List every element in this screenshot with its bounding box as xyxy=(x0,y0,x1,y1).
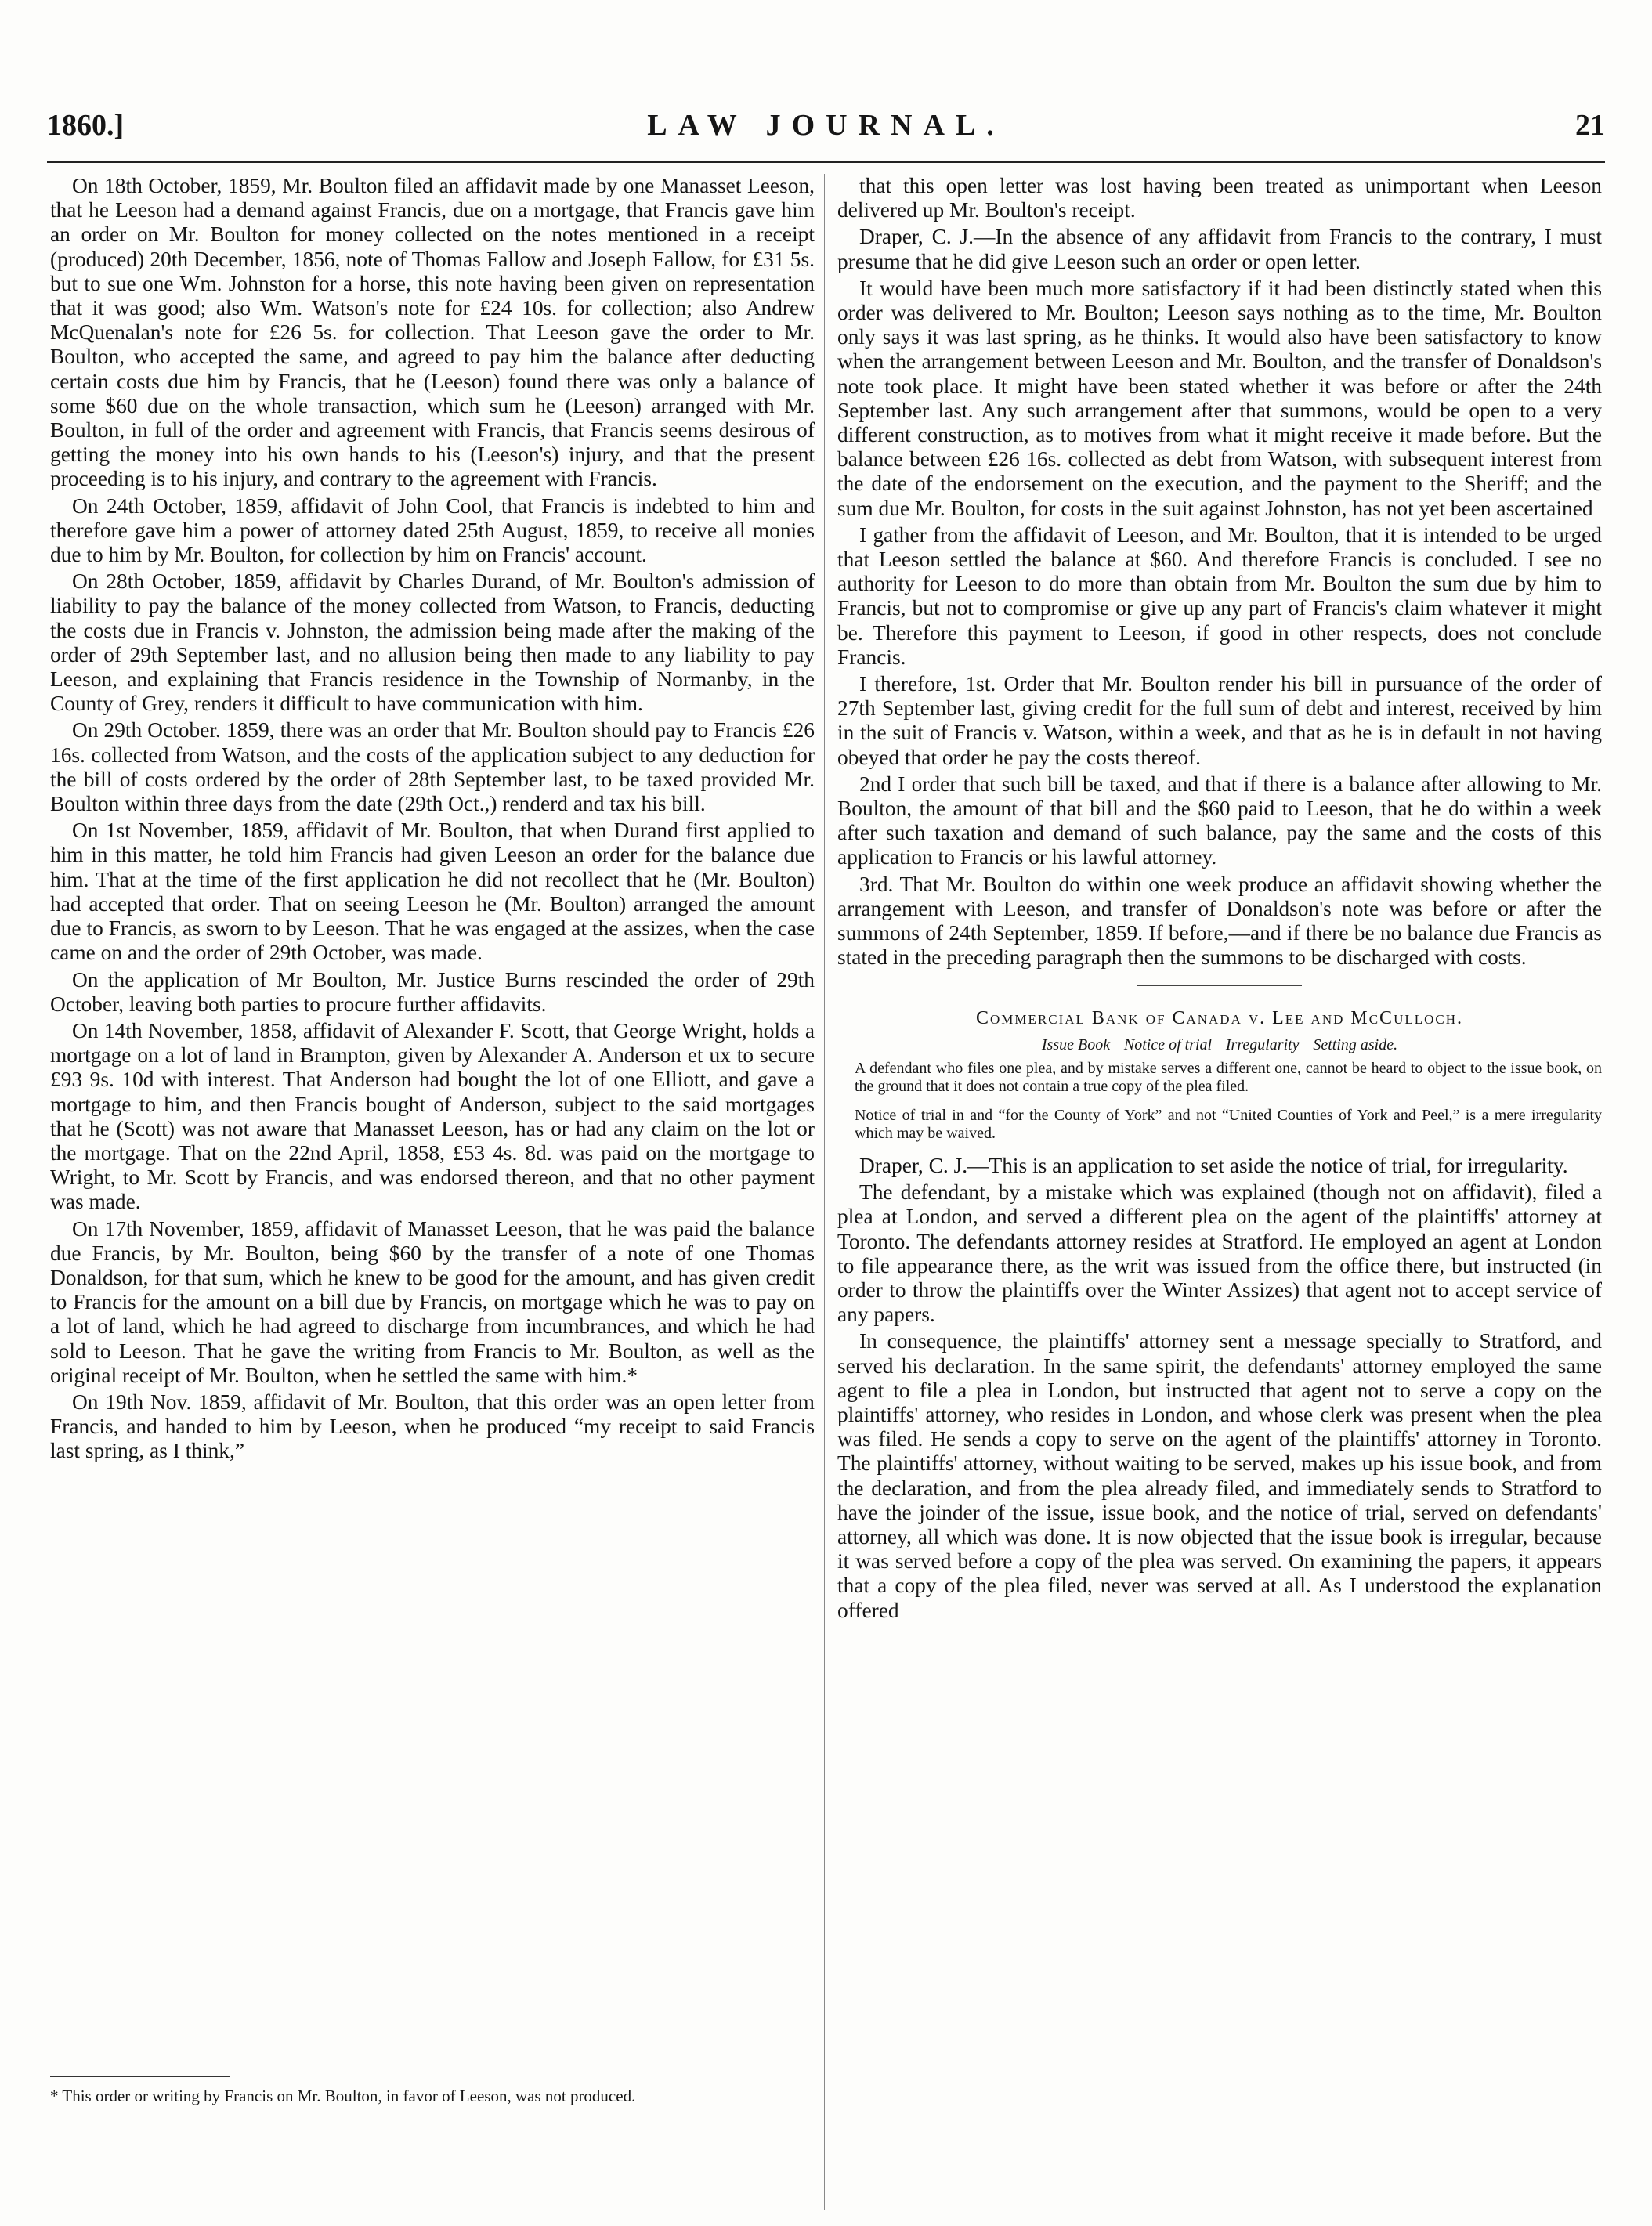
paragraph: Draper, C. J.—This is an application to set aside the notice of trial, for irregularity. xyxy=(859,1153,1568,1177)
paragraph: I gather from the affidavit of Leeson, and Mr. Boulton, that it is intended to be urged that Leeson settled the balance at $60. And therefore Francis is concluded. I see no authority for Leeson to do more than obtain from Mr. Boulton the sum due by him to Francis, but not to compromise or give up any part of Francis's claim whatever it might be. Therefore this payment to Leeson, if good in other respects, does not conclude Francis. xyxy=(837,522,1602,669)
paragraph: Draper, C. J.—In the absence of any affidavit from Francis to the contrary, I must presume that he did give Leeson such an order or open letter. xyxy=(837,225,1602,273)
paragraph: The defendant, by a mistake which was explained (though not on affidavit), filed a plea at London, and served a different plea on the agent of the plaintiffs' attorney at Toronto. The defendants attorney resides at Stratford. He employed an agent at London to file appearance there, as the writ was issued from the office there, but instructed (in order to throw the plaintiffs over the Winter Assizes) that agent not to accept service of any papers. xyxy=(837,1180,1602,1327)
right-column xyxy=(837,174,1602,1625)
paragraph: It would have been much more satisfactory if it had been distinctly stated when this order was delivered to Mr. Boulton; Leeson says nothing as to the time, Mr. Boulton only says it was last spring, as he thinks. It would also have been satisfactory to know when the arrangement between Leeson and Mr. Boulton, and the transfer of Donaldson's note took place. It might have been stated whether it was before or after the 24th September last. Any such arrangement after that summons, would be open to a very different construction, as to motives from what it might receive it made before. But the balance between £26 16s. collected as debt from Watson, with subsequent interest from the date of the endorsement on the execution, and the payment to the Sheriff; and the sum due Mr. Boulton, for costs in the suit against Johnston, has not yet been ascertained xyxy=(837,276,1602,520)
header-year: 1860.] xyxy=(47,109,125,142)
paragraph: On 29th October. 1859, there was an order that Mr. Boulton should pay to Francis £26 16s. collected from Watson, and the costs of the application subject to any deduction for the bill of costs ordered by the order of 28th September last, to be taxed provided Mr. Boulton within three days from the date (29th Oct.,) renderd and tax his bill. xyxy=(50,718,815,816)
running-header xyxy=(47,108,1605,155)
paragraph: On 24th October, 1859, affidavit of John Cool, that Francis is indebted to him and therefore gave him a power of attorney dated 25th August, 1859, to receive all monies due to him by Mr. Boulton, for collection by him on Francis' account. xyxy=(50,493,815,567)
paragraph: On 1st November, 1859, affidavit of Mr. Boulton, that when Durand first applied to him in this matter, he told him Francis had given Leeson an order for the balance due him. That at the time of the first application he did not recollect that he (Mr. Boulton) had accepted that order. That on seeing Leeson he (Mr. Boulton) arranged the amount due to Francis, as sworn to by Leeson. That he was engaged at the assizes, when the case came on and the order of 29th October, was made. xyxy=(50,818,815,965)
case-subtitle: Issue Book—Notice of trial—Irregularity—Setting aside. xyxy=(1041,1035,1398,1053)
footnote-rule xyxy=(50,2076,230,2077)
paragraph: On 18th October, 1859, Mr. Boulton filed an affidavit made by one Manasset Leeson, that he Leeson had a demand against Francis, due on a mortgage, that Francis gave him an order on Mr. Boulton for money collected on the notes mentioned in a receipt (produced) 20th December, 1856, note of Thomas Fallow and Joseph Fallow, for £31 5s. but to sue one Wm. Johnston for a horse, this note having been given on representation that it was good; also Wm. Watson's note for £24 10s. for collection; also Andrew McQuenalan's note for £26 5s. for collection. That Leeson gave the order to Mr. Boulton, who accepted the same, and agreed to pay him the balance after deducting certain costs due him by Francis, that he (Leeson) found there was only a balance of some $60 due on the whole transaction, which sum he (Leeson) arranged with Mr. Boulton, in full of the order and agreement with Francis, that Francis seems desirous of getting the money into his own hands to his (Leeson's) injury, and that the present proceeding is to his injury, and contrary to the agreement with Francis. xyxy=(50,174,815,491)
case-title: Commercial Bank of Canada v. Lee and McCulloch. xyxy=(975,1007,1464,1028)
paragraph: On 28th October, 1859, affidavit by Charles Durand, of Mr. Boulton's admission of liability to pay the balance of the money collected from Watson, to Francis, deducting the costs due in Francis v. Johnston, the admission being made after the making of the order of 29th September last, and no allusion being then made to any liability to pay Leeson, and explaining that Francis residence in the Township of Normanby, in the County of Grey, renders it difficult to have communication with him. xyxy=(50,569,815,716)
paragraph: 2nd I order that such bill be taxed, and that if there is a balance after allowing to Mr. Boulton, the amount of that bill and the $60 paid to Leeson, that he do within a week after such taxation and demand of such balance, pay the same and the costs of this application to Francis or his lawful attorney. xyxy=(837,772,1602,869)
headnote: A defendant who files one plea, and by mistake serves a different one, cannot be heard to object to the issue book, on the ground that it does not contain a true copy of the plea filed. xyxy=(855,1059,1602,1095)
paragraph: In consequence, the plaintiffs' attorney sent a message specially to Stratford, and served his declaration. In the same spirit, the defendants' attorney employed the same agent to file a plea in London, but instructed that agent not to serve a copy on the plaintiffs' attorney, who resides in London, and whose clerk was present when the plea was filed. He sends a copy to serve on the agent of the plaintiffs' attorney in Toronto. The plaintiffs' attorney, without waiting to be served, makes up his issue book, and from the declaration, and from the plea already filed, and immediately sends to Stratford to have the joinder of the issue, issue book, and the notice of trial, served on defendants' attorney, all which was done. It is now objected that the issue book is irregular, because it was served before a copy of the plea was served. On examining the papers, it appears that a copy of the plea filed, never was served at all. As I understood the explanation offered xyxy=(837,1329,1602,1622)
headnote: Notice of trial in and “for the County of York” and not “United Counties of York and Peel,” is a mere irregularity which may be waived. xyxy=(855,1106,1602,1142)
left-column xyxy=(50,174,815,1466)
paragraph: On 17th November, 1859, affidavit of Manasset Leeson, that he was paid the balance due Francis, by Mr. Boulton, being $60 by the transfer of a note of one Thomas Donaldson, for that sum, which he knew to be good for the amount, and has given credit to Francis for the amount on a bill due by Francis, on mortgage which he was to pay on a lot of land, which he had agreed to discharge from incumbrances, and which he had sold to Leeson. That he gave the writing from Francis to Mr. Boulton, as well as the original receipt of Mr. Boulton, when he settled the same with him.* xyxy=(50,1216,815,1387)
paragraph: that this open letter was lost having been treated as unimportant when Leeson delivered up Mr. Boulton's receipt. xyxy=(837,174,1602,222)
paragraph: On the application of Mr Boulton, Mr. Justice Burns rescinded the order of 29th October, leaving both parties to procure further affidavits. xyxy=(50,967,815,1016)
paragraph: On 14th November, 1858, affidavit of Alexander F. Scott, that George Wright, holds a mortgage on a lot of land in Brampton, given by Alexander A. Anderson et ux to secure £93 9s. 10d with interest. That Anderson had bought the lot of one Elliott, and gave a mortgage to him, and then Francis bought of Anderson, subject to the said mortgages that he (Scott) was not aware that Manasset Leeson, has or had any claim on the lot or the mortgage. That on the 22nd April, 1858, £53 4s. 8d. was paid on the mortgage to Wright, to Mr. Scott by Francis, and was endorsed thereon, and that no other payment was made. xyxy=(50,1018,815,1214)
header-rule xyxy=(47,161,1605,163)
footnote: * This order or writing by Francis on Mr. Boulton, in favor of Leeson, was not produced. xyxy=(50,2087,636,2105)
paragraph: On 19th Nov. 1859, affidavit of Mr. Boulton, that this order was an open letter from Francis, and handed to him by Leeson, when he produced “my receipt to said Francis last spring, as I think,” xyxy=(50,1389,815,1463)
column-divider xyxy=(824,174,825,2210)
paragraph: 3rd. That Mr. Boulton do within one week produce an affidavit showing whether the arrangement with Leeson, and transfer of Donaldson's note was before or after the summons of 24th September, 1859. If before,—and if there be no balance due Francis as stated in the preceding paragraph then the summons to be discharged with costs. xyxy=(837,872,1602,970)
journal-title: LAW JOURNAL. xyxy=(647,109,1005,142)
page-number: 21 xyxy=(1575,109,1605,142)
paragraph: I therefore, 1st. Order that Mr. Boulton render his bill in pursuance of the order of 27th September last, giving credit for the full sum of debt and interest, received by him in the suit of Francis v. Watson, within a week, and that as he is in default in not having obeyed that order he pay the costs thereof. xyxy=(837,672,1602,769)
section-separator xyxy=(1137,985,1302,986)
